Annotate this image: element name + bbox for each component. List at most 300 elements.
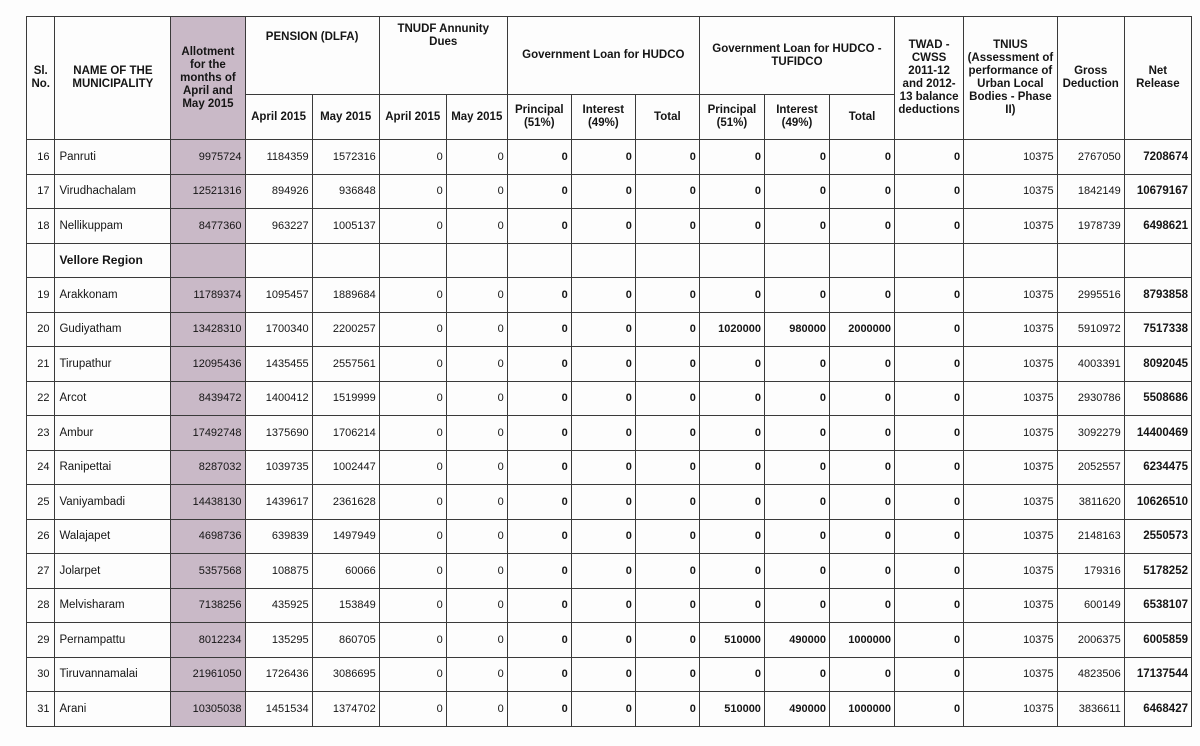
cell-gross [1057,243,1124,278]
cell-sl: 18 [27,209,55,244]
cell-h-i: 0 [571,381,635,416]
cell-p-apr: 1400412 [245,381,312,416]
cell-u-i: 0 [764,174,829,209]
cell-allot: 17492748 [171,416,245,451]
header-allotment: Allotment for the months of April and May 2015 [171,17,245,140]
cell-t-may: 0 [446,312,507,347]
cell-u-p: 0 [699,347,764,382]
cell-h-t: 0 [635,347,699,382]
cell-u-t: 0 [829,174,894,209]
header-pension-april: April 2015 [245,95,312,140]
cell-u-i: 0 [764,278,829,313]
cell-u-t: 0 [829,381,894,416]
cell-u-t: 1000000 [829,692,894,727]
cell-p-may: 1572316 [312,140,379,175]
cell-net: 7517338 [1124,312,1191,347]
table-row [27,588,1192,623]
table-row [27,140,1192,175]
cell-h-t: 0 [635,209,699,244]
table-row [27,347,1192,382]
cell-allot: 5357568 [171,554,245,589]
cell-h-t: 0 [635,174,699,209]
cell-u-t: 0 [829,209,894,244]
cell-sl: 22 [27,381,55,416]
cell-h-i: 0 [571,485,635,520]
cell-h-t [635,243,699,278]
header-tufidco-total: Total [829,95,894,140]
cell-gross: 4823506 [1057,657,1124,692]
cell-name: Virudhachalam [55,174,171,209]
cell-u-p: 0 [699,450,764,485]
cell-h-p: 0 [507,140,571,175]
cell-p-apr: 1439617 [245,485,312,520]
cell-gross: 2006375 [1057,623,1124,658]
cell-h-t: 0 [635,692,699,727]
table-row [27,450,1192,485]
cell-allot: 4698736 [171,519,245,554]
cell-t-may: 0 [446,416,507,451]
table-row [27,416,1192,451]
cell-t-may: 0 [446,692,507,727]
cell-p-apr: 1095457 [245,278,312,313]
cell-u-p: 0 [699,416,764,451]
cell-t-apr: 0 [379,485,446,520]
cell-h-t: 0 [635,416,699,451]
cell-u-i: 0 [764,485,829,520]
cell-allot: 14438130 [171,485,245,520]
cell-gross: 3811620 [1057,485,1124,520]
cell-name: Tiruvannamalai [55,657,171,692]
table-row [27,657,1192,692]
cell-h-p: 0 [507,657,571,692]
cell-u-p: 0 [699,485,764,520]
cell-p-apr: 435925 [245,588,312,623]
cell-name: Vaniyambadi [55,485,171,520]
cell-u-p: 0 [699,140,764,175]
cell-tnius: 10375 [964,312,1058,347]
cell-net: 2550573 [1124,519,1191,554]
cell-gross: 1978739 [1057,209,1124,244]
cell-u-p: 0 [699,278,764,313]
cell-name: Gudiyatham [55,312,171,347]
cell-h-t: 0 [635,381,699,416]
cell-t-may: 0 [446,588,507,623]
table-row [27,519,1192,554]
cell-gross: 3092279 [1057,416,1124,451]
cell-h-t: 0 [635,623,699,658]
table-row [27,692,1192,727]
cell-t-apr: 0 [379,692,446,727]
cell-h-i: 0 [571,416,635,451]
cell-u-t: 2000000 [829,312,894,347]
cell-h-i: 0 [571,140,635,175]
cell-net: 6468427 [1124,692,1191,727]
cell-allot: 8287032 [171,450,245,485]
cell-gross: 2767050 [1057,140,1124,175]
cell-allot: 8439472 [171,381,245,416]
cell-p-apr: 1700340 [245,312,312,347]
cell-h-t: 0 [635,554,699,589]
cell-t-may: 0 [446,140,507,175]
cell-p-may: 1706214 [312,416,379,451]
cell-h-i: 0 [571,347,635,382]
cell-p-apr: 135295 [245,623,312,658]
cell-p-apr: 1726436 [245,657,312,692]
table-row [27,485,1192,520]
cell-p-may: 153849 [312,588,379,623]
header-tufidco-interest: Interest (49%) [764,95,829,140]
cell-tnius: 10375 [964,347,1058,382]
cell-p-may: 1002447 [312,450,379,485]
cell-twad: 0 [895,623,964,658]
cell-tnius: 10375 [964,174,1058,209]
cell-allot: 12521316 [171,174,245,209]
cell-tnius: 10375 [964,209,1058,244]
cell-u-t: 0 [829,140,894,175]
table-row [27,278,1192,313]
cell-u-i: 0 [764,347,829,382]
cell-allot: 10305038 [171,692,245,727]
cell-twad: 0 [895,485,964,520]
cell-twad: 0 [895,347,964,382]
cell-p-may: 2200257 [312,312,379,347]
table-row [27,209,1192,244]
cell-t-apr: 0 [379,657,446,692]
cell-h-t: 0 [635,519,699,554]
cell-twad: 0 [895,381,964,416]
cell-u-t: 0 [829,347,894,382]
cell-u-i: 0 [764,381,829,416]
cell-sl: 31 [27,692,55,727]
cell-h-p: 0 [507,278,571,313]
cell-u-t: 0 [829,657,894,692]
cell-allot: 21961050 [171,657,245,692]
cell-u-t: 0 [829,450,894,485]
cell-sl: 16 [27,140,55,175]
header-tufidco-principal: Principal (51%) [699,95,764,140]
cell-name: Ambur [55,416,171,451]
cell-tnius: 10375 [964,140,1058,175]
cell-h-p: 0 [507,623,571,658]
cell-p-may: 1497949 [312,519,379,554]
cell-u-t: 0 [829,416,894,451]
table-header [27,17,1192,140]
cell-u-p: 0 [699,174,764,209]
cell-h-t: 0 [635,485,699,520]
cell-t-may: 0 [446,381,507,416]
cell-t-apr: 0 [379,623,446,658]
cell-u-p: 0 [699,588,764,623]
cell-sl: 21 [27,347,55,382]
cell-sl: 25 [27,485,55,520]
cell-tnius: 10375 [964,416,1058,451]
cell-allot: 8477360 [171,209,245,244]
cell-t-apr: 0 [379,381,446,416]
cell-h-i: 0 [571,209,635,244]
cell-h-p: 0 [507,347,571,382]
cell-name: Ranipettai [55,450,171,485]
cell-h-i: 0 [571,312,635,347]
cell-sl: 26 [27,519,55,554]
cell-u-i: 490000 [764,692,829,727]
cell-net: 6234475 [1124,450,1191,485]
cell-u-p: 510000 [699,623,764,658]
header-tnudf-may: May 2015 [446,95,507,140]
cell-sl: 28 [27,588,55,623]
cell-twad: 0 [895,140,964,175]
cell-gross: 1842149 [1057,174,1124,209]
header-tufidco: Government Loan for HUDCO - TUFIDCO [699,17,894,95]
cell-t-may: 0 [446,347,507,382]
cell-net: 8793858 [1124,278,1191,313]
cell-h-p: 0 [507,312,571,347]
cell-net: 7208674 [1124,140,1191,175]
cell-twad: 0 [895,312,964,347]
cell-tnius: 10375 [964,381,1058,416]
cell-h-p: 0 [507,381,571,416]
cell-net: 6005859 [1124,623,1191,658]
cell-h-i: 0 [571,519,635,554]
cell-p-apr: 639839 [245,519,312,554]
cell-name: Nellikuppam [55,209,171,244]
cell-h-t: 0 [635,657,699,692]
cell-twad: 0 [895,278,964,313]
cell-h-p: 0 [507,692,571,727]
cell-name: Arcot [55,381,171,416]
cell-twad: 0 [895,554,964,589]
cell-t-may: 0 [446,174,507,209]
cell-net: 6538107 [1124,588,1191,623]
cell-h-i: 0 [571,657,635,692]
cell-twad: 0 [895,692,964,727]
header-hudco-interest: Interest (49%) [571,95,635,140]
cell-h-i: 0 [571,692,635,727]
cell-t-may: 0 [446,485,507,520]
table-body [27,140,1192,727]
cell-net: 6498621 [1124,209,1191,244]
cell-p-may: 1374702 [312,692,379,727]
cell-t-apr: 0 [379,209,446,244]
cell-h-p: 0 [507,554,571,589]
cell-u-p: 510000 [699,692,764,727]
cell-u-i [764,243,829,278]
cell-p-may: 3086695 [312,657,379,692]
cell-net: 5508686 [1124,381,1191,416]
cell-allot: 8012234 [171,623,245,658]
header-pension-may: May 2015 [312,95,379,140]
cell-p-may: 1005137 [312,209,379,244]
cell-t-may: 0 [446,209,507,244]
cell-allot: 12095436 [171,347,245,382]
cell-gross: 2995516 [1057,278,1124,313]
cell-t-may: 0 [446,519,507,554]
cell-u-p: 0 [699,381,764,416]
cell-t-may: 0 [446,623,507,658]
cell-p-apr: 1375690 [245,416,312,451]
header-net-release: Net Release [1124,17,1191,140]
cell-u-t: 0 [829,588,894,623]
cell-u-p: 0 [699,554,764,589]
cell-p-may: 1889684 [312,278,379,313]
cell-h-p: 0 [507,209,571,244]
cell-t-apr: 0 [379,174,446,209]
cell-h-p: 0 [507,519,571,554]
cell-tnius: 10375 [964,519,1058,554]
region-row [27,243,1192,278]
header-municipality-name: NAME OF THE MUNICIPALITY [55,17,171,140]
cell-twad: 0 [895,416,964,451]
cell-u-i: 0 [764,209,829,244]
cell-h-i [571,243,635,278]
cell-t-apr [379,243,446,278]
cell-twad [895,243,964,278]
cell-twad: 0 [895,519,964,554]
cell-net: 10626510 [1124,485,1191,520]
cell-gross: 5910972 [1057,312,1124,347]
cell-twad: 0 [895,209,964,244]
cell-name: Tirupathur [55,347,171,382]
cell-p-may: 2557561 [312,347,379,382]
cell-t-may: 0 [446,278,507,313]
cell-tnius: 10375 [964,278,1058,313]
header-tnudf-april: April 2015 [379,95,446,140]
cell-u-p [699,243,764,278]
cell-net: 5178252 [1124,554,1191,589]
cell-name: Arakkonam [55,278,171,313]
cell-u-i: 0 [764,519,829,554]
cell-t-apr: 0 [379,140,446,175]
cell-p-apr: 894926 [245,174,312,209]
cell-tnius: 10375 [964,588,1058,623]
cell-h-i: 0 [571,450,635,485]
cell-u-i: 490000 [764,623,829,658]
cell-t-apr: 0 [379,312,446,347]
cell-name: Pernampattu [55,623,171,658]
cell-h-i: 0 [571,588,635,623]
cell-h-i: 0 [571,554,635,589]
cell-tnius [964,243,1058,278]
cell-tnius: 10375 [964,692,1058,727]
cell-h-p: 0 [507,174,571,209]
cell-p-may: 860705 [312,623,379,658]
cell-u-i: 0 [764,657,829,692]
cell-sl: 19 [27,278,55,313]
cell-tnius: 10375 [964,485,1058,520]
cell-name: Melvisharam [55,588,171,623]
cell-sl: 24 [27,450,55,485]
table-row [27,623,1192,658]
cell-t-apr: 0 [379,347,446,382]
cell-h-t: 0 [635,278,699,313]
cell-u-i: 980000 [764,312,829,347]
cell-sl: 30 [27,657,55,692]
cell-u-i: 0 [764,140,829,175]
cell-gross: 2052557 [1057,450,1124,485]
cell-t-apr: 0 [379,450,446,485]
cell-h-p: 0 [507,416,571,451]
municipality-release-table-container [26,16,1192,727]
cell-p-apr [245,243,312,278]
cell-sl: 20 [27,312,55,347]
cell-allot: 11789374 [171,278,245,313]
cell-gross: 179316 [1057,554,1124,589]
cell-u-t: 0 [829,485,894,520]
cell-name: Walajapet [55,519,171,554]
cell-h-i: 0 [571,278,635,313]
cell-p-apr: 1184359 [245,140,312,175]
cell-tnius: 10375 [964,657,1058,692]
cell-net [1124,243,1191,278]
cell-p-apr: 1435455 [245,347,312,382]
header-pension: PENSION (DLFA) [245,17,379,95]
cell-sl: 17 [27,174,55,209]
cell-t-apr: 0 [379,278,446,313]
cell-t-may: 0 [446,657,507,692]
header-tnudf: TNUDF Annunity Dues [379,17,507,95]
cell-allot: 9975724 [171,140,245,175]
cell-h-i: 0 [571,623,635,658]
cell-p-may [312,243,379,278]
cell-name: Vellore Region [55,243,171,278]
cell-gross: 2930786 [1057,381,1124,416]
cell-net: 17137544 [1124,657,1191,692]
cell-h-i: 0 [571,174,635,209]
cell-p-may: 2361628 [312,485,379,520]
cell-u-i: 0 [764,588,829,623]
cell-t-apr: 0 [379,416,446,451]
table-row [27,174,1192,209]
cell-h-t: 0 [635,312,699,347]
cell-p-apr: 1451534 [245,692,312,727]
cell-net: 8092045 [1124,347,1191,382]
cell-h-p [507,243,571,278]
cell-u-p: 0 [699,519,764,554]
cell-twad: 0 [895,174,964,209]
cell-name: Panruti [55,140,171,175]
cell-gross: 600149 [1057,588,1124,623]
header-hudco-total: Total [635,95,699,140]
cell-sl: 27 [27,554,55,589]
cell-h-p: 0 [507,485,571,520]
cell-p-may: 936848 [312,174,379,209]
cell-p-apr: 963227 [245,209,312,244]
cell-u-p: 0 [699,657,764,692]
cell-u-p: 1020000 [699,312,764,347]
cell-gross: 3836611 [1057,692,1124,727]
cell-twad: 0 [895,450,964,485]
cell-t-apr: 0 [379,588,446,623]
cell-h-t: 0 [635,588,699,623]
cell-u-i: 0 [764,416,829,451]
cell-name: Jolarpet [55,554,171,589]
cell-name: Arani [55,692,171,727]
cell-twad: 0 [895,588,964,623]
cell-u-t: 0 [829,519,894,554]
cell-t-apr: 0 [379,519,446,554]
cell-net: 14400469 [1124,416,1191,451]
cell-u-t: 0 [829,554,894,589]
cell-h-p: 0 [507,450,571,485]
cell-h-t: 0 [635,140,699,175]
cell-h-t: 0 [635,450,699,485]
header-twad: TWAD - CWSS 2011-12 and 2012-13 balance deductions [895,17,964,140]
header-tnius: TNIUS (Assessment of performance of Urban Local Bodies - Phase II) [964,17,1058,140]
cell-t-may: 0 [446,554,507,589]
cell-u-p: 0 [699,209,764,244]
cell-p-apr: 1039735 [245,450,312,485]
cell-sl: 29 [27,623,55,658]
header-sl-no: Sl. No. [27,17,55,140]
